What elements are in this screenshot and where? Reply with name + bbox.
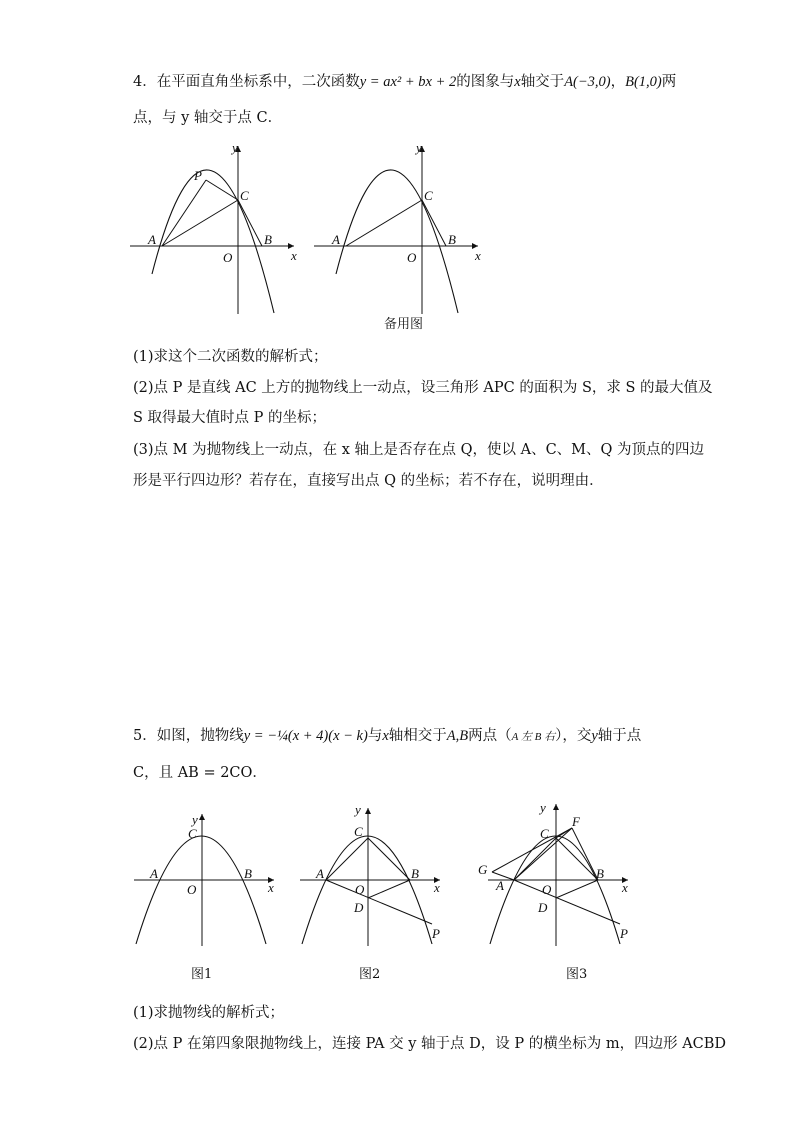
label-y: y (416, 140, 422, 155)
label-b: B (596, 866, 604, 881)
segment-cb (238, 200, 262, 246)
label-p: P (432, 926, 440, 941)
q4-figure-main (128, 138, 310, 322)
label-o: O (407, 250, 417, 265)
q5-stem-text-4: 两点（ (468, 728, 512, 744)
label-d: D (354, 900, 364, 915)
segment-ap (326, 880, 432, 924)
segment-cb (556, 838, 598, 880)
q4-part2-line2: S 取得最大值时点 P 的坐标； (133, 410, 327, 426)
q5-figure-1-caption: 图1 (191, 967, 213, 982)
q4-stem-text-1: 4．在平面直角坐标系中，二次函数 (133, 74, 360, 90)
segment-fb (572, 828, 598, 880)
label-y: y (192, 812, 198, 827)
q4-point-b: B(1,0) (625, 74, 662, 90)
q4-part1: (1)求这个二次函数的解析式； (133, 349, 328, 365)
q4-sep: ， (610, 74, 626, 90)
segment-bd (368, 880, 410, 898)
label-o: O (223, 250, 233, 265)
segment-cb (422, 200, 446, 246)
label-y: y (355, 802, 361, 817)
segment-gf (492, 828, 572, 872)
label-b: B (411, 866, 419, 881)
y-axis-arrow (365, 808, 371, 814)
label-c: C (240, 188, 249, 203)
q5-figure-1 (132, 798, 282, 948)
q5-stem-text-1: 5．如图，抛物线 (133, 728, 244, 744)
y-axis-arrow (553, 804, 559, 810)
label-y: y (232, 140, 238, 155)
label-b: B (448, 232, 456, 247)
label-d: D (538, 900, 548, 915)
q5-figure-2-caption: 图2 (359, 967, 381, 982)
q4-stem-text-4: 两 (661, 74, 677, 90)
label-y: y (540, 800, 546, 815)
q5-stem-line2: C，且 AB = 2CO． (133, 765, 267, 781)
q4-stem-text-3: 轴交于 (520, 74, 565, 90)
label-o: O (355, 882, 365, 897)
segment-ap (514, 880, 620, 924)
label-x: x (291, 248, 297, 263)
q4-point-a: A(−3,0) (564, 74, 611, 90)
q5-stem-text-3: 轴相交于 (388, 728, 447, 744)
segment-ap (162, 180, 206, 246)
q5-part2: (2)点 P 在第四象限抛物线上，连接 PA 交 y 轴于点 D，设 P 的横坐标为 m，四边形 ACBD (133, 1036, 727, 1052)
label-g: G (478, 862, 488, 877)
parabola (136, 836, 266, 944)
segment-bd (556, 880, 598, 898)
q5-figure-3-caption: 图3 (566, 967, 588, 982)
label-p: P (620, 926, 628, 941)
segment-cb (368, 838, 410, 880)
q5-formula: y = −¼(x + 4)(x − k) (243, 728, 368, 744)
q4-part3-line2: 形是平行四边形？若存在，直接写出点 Q 的坐标；若不存在，说明理由． (133, 473, 604, 489)
q4-x-var: x (514, 74, 521, 90)
label-c: C (424, 188, 433, 203)
label-a: A (150, 866, 158, 881)
label-o: O (187, 882, 197, 897)
q4-stem-text-2: 的图象与 (456, 74, 515, 90)
label-b: B (264, 232, 272, 247)
label-c: C (354, 824, 363, 839)
q4-stem-line2: 点，与 y 轴交于点 C． (133, 110, 283, 126)
parabola (490, 836, 620, 944)
label-b: B (244, 866, 252, 881)
q5-order: A 左 B 右 (511, 731, 556, 743)
q5-y-var: y (591, 728, 598, 744)
label-p: P (194, 168, 202, 183)
segment-pc (206, 180, 238, 200)
label-a: A (316, 866, 324, 881)
q4-stem-line1 (133, 72, 676, 92)
q5-part1: (1)求抛物线的解析式； (133, 1005, 285, 1021)
q4-part3-line1: (3)点 M 为抛物线上一动点，在 x 轴上是否存在点 Q，使以 A、C、M、Q 为顶点的四边 (133, 442, 705, 458)
label-c: C (188, 826, 197, 841)
label-x: x (475, 248, 481, 263)
q4-part2-line1: (2)点 P 是直线 AC 上方的抛物线上一动点，设三角形 APC 的面积为 S，求 S 的最大值及 (133, 380, 713, 396)
label-x: x (434, 880, 440, 895)
q5-figure-2 (298, 798, 448, 948)
segment-cf (556, 828, 572, 838)
label-a: A (332, 232, 340, 247)
q5-stem-line1 (133, 726, 641, 747)
label-a: A (496, 878, 504, 893)
label-a: A (148, 232, 156, 247)
label-x: x (622, 880, 628, 895)
q5-stem-text-6: 轴于点 (597, 728, 642, 744)
q5-figure-3 (476, 798, 636, 948)
q4-figure-backup (312, 138, 494, 322)
label-x: x (268, 880, 274, 895)
q5-ab: A,B (446, 728, 469, 744)
parabola (302, 836, 432, 944)
q4-figure-caption: 备用图 (384, 317, 424, 332)
q5-stem-text-5: ），交 (555, 728, 592, 744)
label-o: O (542, 882, 552, 897)
label-c: C (540, 826, 549, 841)
q5-stem-text-2: 与 (367, 728, 383, 744)
q4-formula: y = ax² + bx + 2 (359, 74, 457, 90)
q5-x-var: x (382, 728, 389, 744)
segment-ac (326, 838, 368, 880)
y-axis-arrow (199, 814, 205, 820)
label-f: F (572, 814, 580, 829)
